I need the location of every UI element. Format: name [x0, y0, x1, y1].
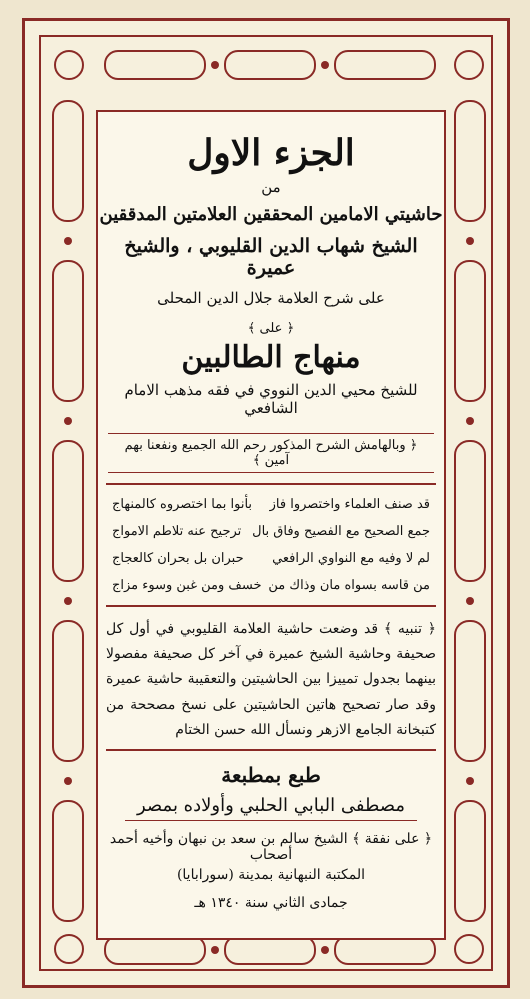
book-title: منهاج الطالبين: [181, 340, 361, 375]
verse-hemistich: جمع الصحيح مع الفصيح وفاق بال: [252, 524, 430, 539]
verse-hemistich: خسف ومن غبن وسوء مزاج: [112, 578, 262, 593]
verse-hemistich: قد صنف العلماء واختصروا فاز: [269, 497, 430, 512]
verse-hemistich: من قاسه بسواه مان وذاك من: [268, 578, 430, 593]
publisher-name: مصطفى البابي الحلبي وأولاده بمصر: [125, 795, 417, 821]
notice-paragraph: ﴿ تنبيه ﴾ قد وضعت حاشية العلامة القليوبي في أول كل صحيفة وحاشية الشيخ عميرة في آخر كل صحيفة مفصولا بينهما بجدول تمييزا بين الحاشيتين والتعقيبة حاشية عميرة وقد صار تصحيح هاتين الحاشيتين على نسخ مصححة من كتبخانة الجامع الازهر ونسأل الله حسن الختام: [106, 617, 436, 751]
verse-hemistich: لم لا وفيه مع النواوي الرافعي: [272, 551, 430, 566]
title-line-2: الشيخ شهاب الدين القليوبي ، والشيخ عميرة: [124, 235, 418, 279]
funding-line: ﴿ على نفقة ﴾ الشيخ سالم بن سعد بن نبهان وأخيه أحمد أصحاب: [109, 830, 433, 863]
volume-title: الجزء الاول: [187, 132, 355, 174]
verse-line: [106, 491, 436, 518]
press-heading: طبع بمطبعة: [221, 762, 321, 787]
verse-hemistich: حبران بل بحران كالعجاج: [112, 551, 244, 566]
ala-word: ﴿ على ﴾: [247, 321, 295, 336]
verse-line: [106, 545, 436, 572]
verse-hemistich: بأنوا بما اختصروه كالمنهاج: [112, 497, 253, 512]
funding-line-2: المكتبة النبهانية بمدينة (سورابايا): [176, 866, 366, 883]
from-word: من: [261, 178, 281, 196]
title-panel: [96, 110, 446, 940]
verse-line: [106, 572, 436, 599]
margin-note: ﴿ وبالهامش الشرح المذكور رحم الله الجميع ونفعنا بهم آمين ﴾: [108, 433, 434, 473]
title-line-3: على شرح العلامة جلال الدين المحلى: [157, 289, 385, 307]
verse-block: [106, 483, 436, 607]
verse-hemistich: ترجيح عنه تلاطم الامواج: [112, 524, 242, 539]
title-line-1: حاشيتي الامامين المحققين العلامتين المدققين: [99, 204, 443, 225]
author-line: للشيخ محيي الدين النووي في فقه مذهب الامام الشافعي: [124, 381, 418, 417]
publication-date: جمادى الثاني سنة ١٣٤٠ هـ: [194, 894, 348, 911]
verse-line: [106, 518, 436, 545]
